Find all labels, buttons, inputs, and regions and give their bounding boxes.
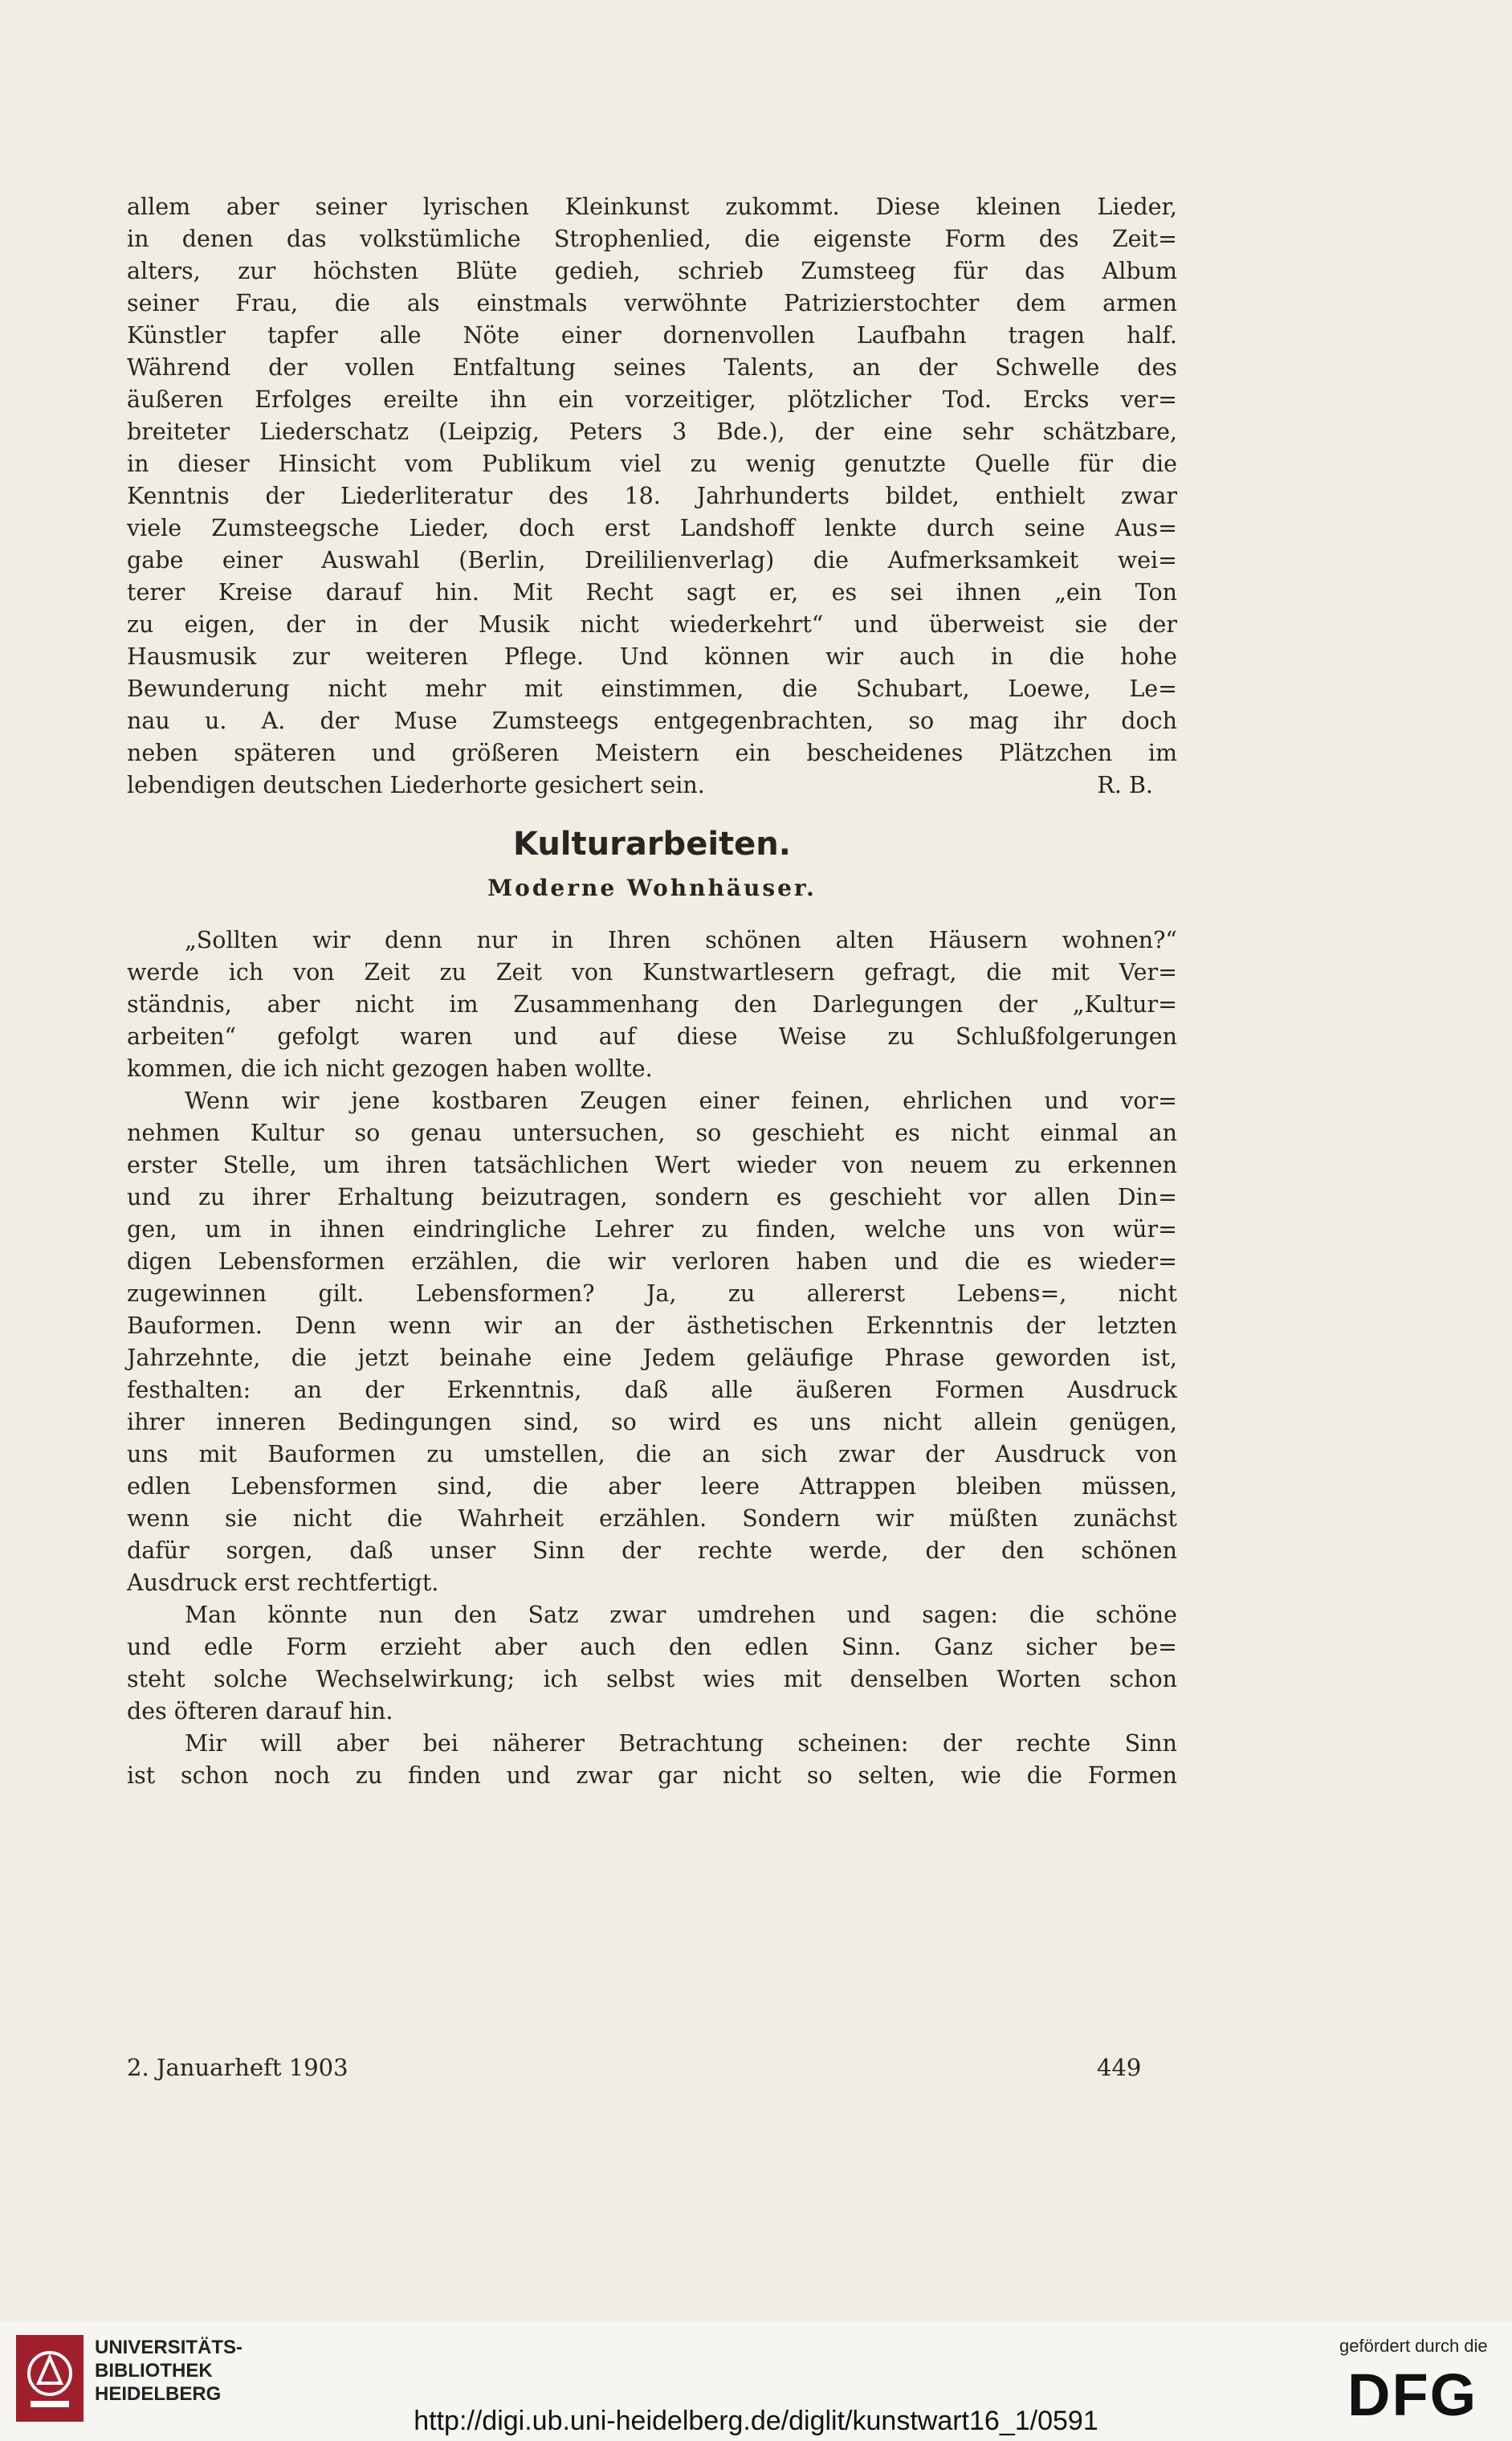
- institution-line: UNIVERSITÄTS-: [95, 2337, 243, 2358]
- text-line: „Sollten wir denn nur in Ihren schönen alten Häusern wohnen?“: [185, 927, 1177, 953]
- text-line: werde ich von Zeit zu Zeit von Kunstwartlesern gefragt, die mit Ver=: [127, 959, 1177, 986]
- text-line: und edle Form erzieht aber auch den edlen Sinn. Ganz sicher be=: [127, 1634, 1177, 1660]
- text-line: des öfteren darauf hin.: [127, 1698, 393, 1725]
- text-line: Ausdruck erst rechtfertigt.: [127, 1570, 439, 1596]
- text-line: breiteter Liederschatz (Leipzig, Peters 3 Bde.), der eine sehr schätzbare,: [127, 418, 1177, 445]
- text-line: Man könnte nun den Satz zwar umdrehen und sagen: die schöne: [185, 1602, 1177, 1628]
- text-line: äußeren Erfolges ereilte ihn ein vorzeitiger, plötzlicher Tod. Ercks ver=: [127, 386, 1177, 413]
- text-line: Jahrzehnte, die jetzt beinahe eine Jedem geläufige Phrase geworden ist,: [127, 1345, 1177, 1371]
- continuation-paragraph: [127, 191, 1177, 769]
- text-line: kommen, die ich nicht gezogen haben wollte.: [127, 1055, 653, 1082]
- text-line: neben späteren und größeren Meistern ein bescheidenes Plätzchen im: [127, 740, 1177, 766]
- funding-note: gefördert durch die: [1339, 2336, 1488, 2356]
- text-line: arbeiten“ gefolgt waren und auf diese Weise zu Schlußfolgerungen: [127, 1023, 1177, 1050]
- text-line: festhalten: an der Erkenntnis, daß alle äußeren Formen Ausdruck: [127, 1377, 1177, 1403]
- text-line: edlen Lebensformen sind, die aber leere Attrappen bleiben müssen,: [127, 1473, 1177, 1500]
- text-line: Bauformen. Denn wenn wir an der ästhetischen Erkenntnis der letzten: [127, 1312, 1177, 1339]
- text-line: wenn sie nicht die Wahrheit erzählen. Sondern wir müßten zunächst: [127, 1505, 1177, 1532]
- text-line: Mir will aber bei näherer Betrachtung scheinen: der rechte Sinn: [185, 1730, 1177, 1757]
- section-subtitle: Moderne Wohnhäuser.: [487, 875, 817, 901]
- text-line: uns mit Bauformen zu umstellen, die an sich zwar der Ausdruck von: [127, 1441, 1177, 1467]
- institution-name: [95, 2336, 242, 2406]
- text-line: Hausmusik zur weiteren Pflege. Und können wir auch in die hohe: [127, 643, 1177, 670]
- text-line: in dieser Hinsicht vom Publikum viel zu wenig genutzte Quelle für die: [127, 451, 1177, 477]
- text-line: Während der vollen Entfaltung seines Talents, an der Schwelle des: [127, 354, 1177, 381]
- text-line: Kenntnis der Liederliteratur des 18. Jahrhunderts bildet, enthielt zwar: [127, 483, 1177, 509]
- page-number: 449: [1097, 2054, 1142, 2081]
- paragraph-3: [127, 1599, 1177, 1728]
- text-line: dafür sorgen, daß unser Sinn der rechte werde, der den schönen: [127, 1537, 1177, 1564]
- text-line: gabe einer Auswahl (Berlin, Dreililienverlag) die Aufmerksamkeit wei=: [127, 547, 1177, 574]
- text-line: gen, um in ihnen eindringliche Lehrer zu finden, welche uns von wür=: [127, 1216, 1177, 1243]
- text-line: Wenn wir jene kostbaren Zeugen einer feinen, ehrlichen und vor=: [185, 1088, 1177, 1114]
- text-line: steht solche Wechselwirkung; ich selbst wies mit denselben Worten schon: [127, 1666, 1177, 1692]
- text-line: ständnis, aber nicht im Zusammenhang den Darlegungen der „Kultur=: [127, 991, 1177, 1018]
- closing-line: lebendigen deutschen Liederhorte gesichert sein.: [127, 772, 705, 798]
- digital-copy-link[interactable]: http://digi.ub.uni-heidelberg.de/diglit/kunstwart16_1/0591: [414, 2406, 1098, 2436]
- text-line: nau u. A. der Muse Zumsteegs entgegenbrachten, so mag ihr doch: [127, 708, 1177, 734]
- continuation-closing: [127, 769, 1177, 802]
- text-line: allem aber seiner lyrischen Kleinkunst zukommt. Diese kleinen Lieder,: [127, 194, 1177, 220]
- text-line: erster Stelle, um ihren tatsächlichen Wert wieder von neuem zu erkennen: [127, 1152, 1177, 1178]
- paragraph-1: [127, 925, 1177, 1085]
- text-line: seiner Frau, die als einstmals verwöhnte Patrizierstochter dem armen: [127, 290, 1177, 316]
- text-line: digen Lebensformen erzählen, die wir verloren haben und die es wieder=: [127, 1248, 1177, 1275]
- paragraph-4: [127, 1728, 1177, 1792]
- dfg-logo: DFG: [1347, 2361, 1478, 2428]
- text-line: terer Kreise darauf hin. Mit Recht sagt er, es sei ihnen „ein Ton: [127, 579, 1177, 606]
- text-line: ihrer inneren Bedingungen sind, so wird es uns nicht allein genügen,: [127, 1409, 1177, 1435]
- section-title: Kulturarbeiten.: [513, 826, 791, 863]
- text-line: nehmen Kultur so genau untersuchen, so geschieht es nicht einmal an: [127, 1120, 1177, 1146]
- text-line: und zu ihrer Erhaltung beizutragen, sondern es geschieht vor allen Din=: [127, 1184, 1177, 1210]
- author-signature: R. B.: [1097, 772, 1153, 798]
- text-line: zugewinnen gilt. Lebensformen? Ja, zu allererst Lebens=, nicht: [127, 1280, 1177, 1307]
- text-line: Bewunderung nicht mehr mit einstimmen, die Schubart, Loewe, Le=: [127, 676, 1177, 702]
- institution-line: HEIDELBERG: [95, 2383, 222, 2405]
- text-line: alters, zur höchsten Blüte gedieh, schrieb Zumsteeg für das Album: [127, 258, 1177, 284]
- text-line: zu eigen, der in der Musik nicht wiederkehrt“ und überweist sie der: [127, 611, 1177, 638]
- text-line: in denen das volkstümliche Strophenlied, die eigenste Form des Zeit=: [127, 226, 1177, 252]
- text-line: viele Zumsteegsche Lieder, doch erst Landshoff lenkte durch seine Aus=: [127, 515, 1177, 541]
- institution-line: BIBLIOTHEK: [95, 2360, 213, 2382]
- issue-label: 2. Januarheft 1903: [127, 2054, 348, 2081]
- paragraph-2: [127, 1085, 1177, 1599]
- text-line: Künstler tapfer alle Nöte einer dornenvollen Laufbahn tragen half.: [127, 322, 1177, 349]
- text-line: ist schon noch zu finden und zwar gar nicht so selten, wie die Formen: [127, 1762, 1177, 1789]
